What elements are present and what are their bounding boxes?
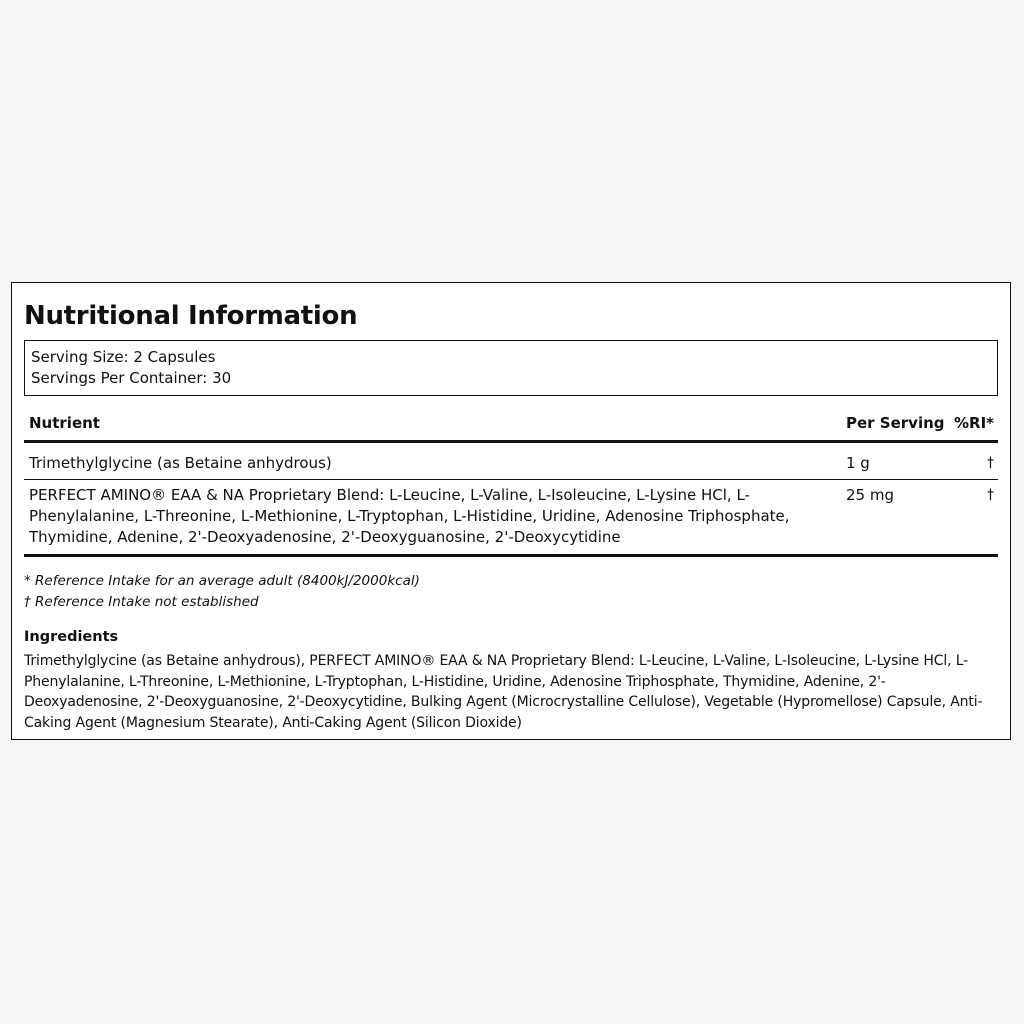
ri-value: † xyxy=(987,487,994,503)
footnotes xyxy=(24,571,998,613)
nutrient-name: Trimethylglycine (as Betaine anhydrous) xyxy=(29,454,332,472)
footnote-reference-intake: * Reference Intake for an average adult (8400kJ/2000kcal) xyxy=(24,573,420,589)
page-title: Nutritional Information xyxy=(24,301,358,331)
ri-value: † xyxy=(987,455,994,471)
table-row xyxy=(24,480,998,557)
header-ri: %RI* xyxy=(953,414,994,432)
serving-size: Serving Size: 2 Capsules xyxy=(31,348,216,366)
ingredients-text: Trimethylglycine (as Betaine anhydrous), PERFECT AMINO® EAA & NA Proprietary Blend: L-Leucine, L-Valine, L-Isoleucine, L-Lysine HCl, L-Phenylalanine, L-Threonine, L-Methionine, L-Tryptophan, L-Histidine, Uridine, Adenosine Triphosphate, Thymidine, Adenine, 2'-Deoxyadenosine, 2'-Deoxyguanosine, 2'-Deoxycytidine, Bulking Agent (Microcrystalline Cellulose), Vegetable (Hypromellose) Capsule, Anti-Caking Agent (Magnesium Stearate), Anti-Caking Agent (Silicon Dioxide) xyxy=(24,653,983,731)
nutrition-panel xyxy=(11,282,1011,740)
servings-per-container: Servings Per Container: 30 xyxy=(31,369,232,387)
table-row xyxy=(24,443,998,480)
ingredients-heading: Ingredients xyxy=(24,629,119,645)
header-nutrient: Nutrient xyxy=(29,414,100,432)
footnote-not-established: † Reference Intake not established xyxy=(24,594,259,610)
serving-info-box xyxy=(24,340,998,396)
nutrient-name: PERFECT AMINO® EAA & NA Proprietary Blend: L-Leucine, L-Valine, L-Isoleucine, L-Lysine HCl, L-Phenylalanine, L-Threonine, L-Methionine, L-Tryptophan, L-Histidine, Uridine, Adenosine Triphosphate, Thymidine, Adenine, 2'-Deoxyadenosine, 2'-Deoxyguanosine, 2'-Deoxycytidine xyxy=(29,486,790,546)
per-serving-value: 1 g xyxy=(846,454,870,472)
header-per-serving: Per Serving xyxy=(846,414,945,432)
nutrient-table-header xyxy=(24,408,998,443)
per-serving-value: 25 mg xyxy=(846,486,894,504)
